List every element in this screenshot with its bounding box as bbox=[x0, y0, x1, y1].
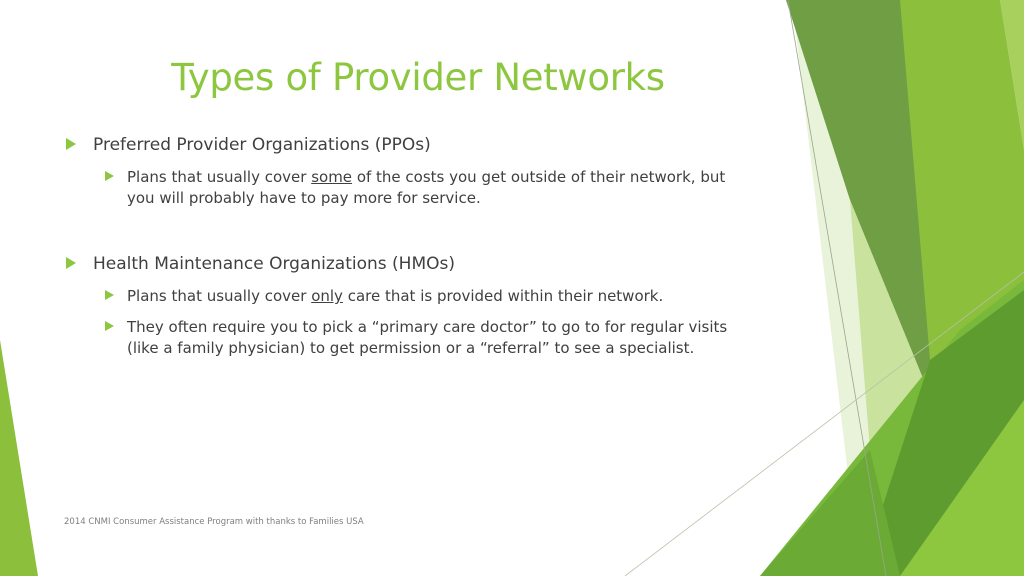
sub-bullet-ppo-1-line1 bbox=[127, 167, 725, 188]
bullet-arrow-icon bbox=[66, 257, 76, 269]
sub-bullet-ppo-1 bbox=[127, 167, 725, 208]
text-run: care that is provided within their network. bbox=[342, 287, 664, 305]
text-run: of the costs you get outside of their network, but bbox=[352, 168, 726, 186]
sub-bullet-hmo-2-line2: (like a family physician) to get permission or a “referral” to see a specialist. bbox=[127, 338, 695, 357]
sub-bullet-arrow-icon bbox=[105, 290, 114, 300]
slide-footer: 2014 CNMI Consumer Assistance Program with thanks to Families USA bbox=[64, 517, 364, 527]
sub-bullet-hmo-2 bbox=[127, 317, 727, 358]
bullet-hmo-text: Health Maintenance Organizations (HMOs) bbox=[93, 254, 456, 274]
text-run: Plans that usually cover bbox=[127, 168, 312, 186]
bullet-hmo bbox=[93, 252, 455, 276]
sub-bullet-arrow-icon bbox=[105, 171, 114, 181]
underlined-word: some bbox=[311, 168, 353, 186]
underlined-word: only bbox=[311, 287, 343, 305]
bullet-ppo bbox=[93, 133, 431, 157]
slide-title: Types of Provider Networks bbox=[171, 56, 665, 99]
sub-bullet-hmo-2-line1: They often require you to pick a “primary care doctor” to go to for regular visits bbox=[127, 318, 728, 336]
bullet-ppo-text: Preferred Provider Organizations (PPOs) bbox=[93, 135, 431, 155]
sub-bullet-ppo-1-line2: you will probably have to pay more for service. bbox=[127, 188, 481, 207]
sub-bullet-hmo-1-line1 bbox=[127, 286, 663, 307]
bullet-arrow-icon bbox=[66, 138, 76, 150]
sub-bullet-hmo-1 bbox=[127, 286, 663, 307]
sub-bullet-arrow-icon bbox=[105, 321, 114, 331]
text-run: Plans that usually cover bbox=[127, 287, 312, 305]
